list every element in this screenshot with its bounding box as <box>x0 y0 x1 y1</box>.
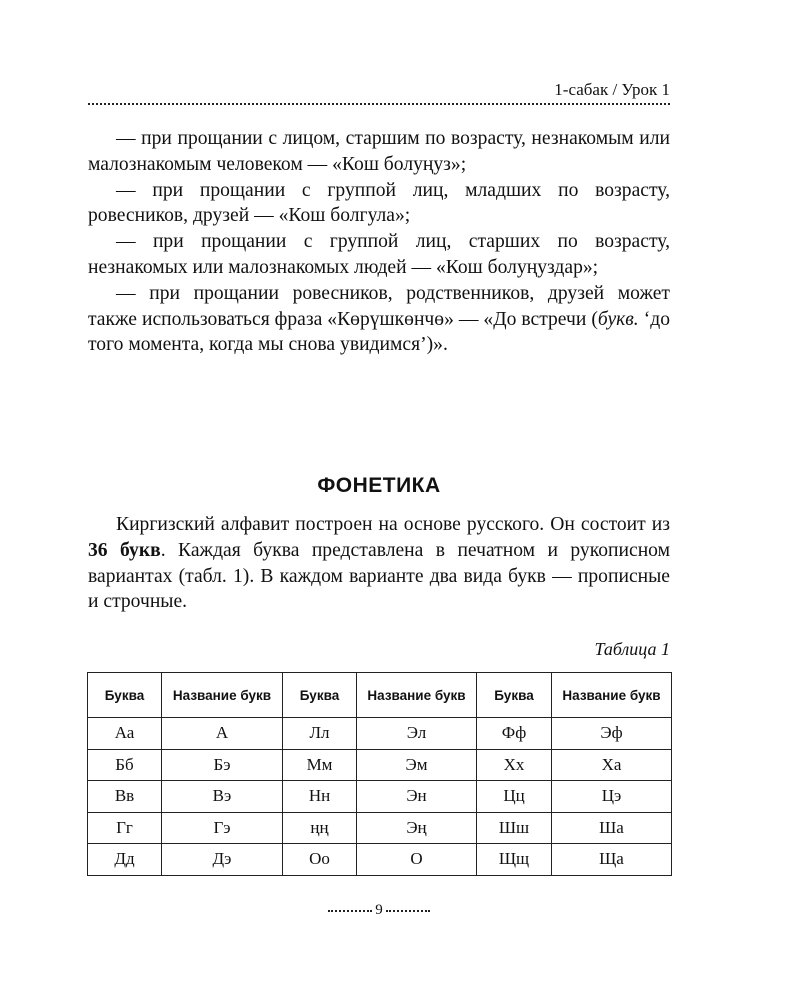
header-letter: Буква <box>477 673 552 718</box>
table-row <box>88 781 672 813</box>
paragraph-text-start: — при прощании ровесников, родственников, друзей может также использоваться фраза «Көрүшкөнчө» — «До встречи ( <box>88 282 670 330</box>
letter-name-cell: Эн <box>357 781 477 813</box>
paragraph-text-end: ‘до того момента, когда мы снова увидимся’)». <box>88 308 670 356</box>
header-letter: Буква <box>88 673 162 718</box>
footer-dots-left <box>328 910 372 912</box>
header-letter-name: Название букв <box>552 673 672 718</box>
letter-cell: Цц <box>477 781 552 813</box>
letter-cell: Хх <box>477 749 552 781</box>
section-title: ФОНЕТИКА <box>317 474 441 497</box>
letter-cell: Дд <box>88 844 162 876</box>
paragraph-farewell-elder-group: — при прощании с группой лиц, старших по возрасту, незнакомых или малознакомых людей — «Кош болуңуздар»; <box>88 231 670 278</box>
intro-text-end: . Каждая буква представлена в печатном и рукописном вариантах (табл. 1). В каждом варианте два вида букв — прописные и строчные. <box>88 539 670 613</box>
letter-cell: Нн <box>283 781 357 813</box>
header-letter: Буква <box>283 673 357 718</box>
letter-cell: Лл <box>283 718 357 750</box>
letter-cell: Аа <box>88 718 162 750</box>
header-letter-name: Название букв <box>357 673 477 718</box>
letter-name-cell: Ха <box>552 749 672 781</box>
page-footer <box>88 900 670 920</box>
letter-cell: Гг <box>88 812 162 844</box>
letter-cell: Фф <box>477 718 552 750</box>
letter-name-cell: А <box>162 718 283 750</box>
phonetics-intro <box>88 512 670 615</box>
paragraph-farewell-younger-group: — при прощании с группой лиц, младших по возрасту, ровесников, друзей — «Кош болгула»; <box>88 179 670 227</box>
letter-name-cell: Эм <box>357 749 477 781</box>
footer-dots-right <box>386 910 430 912</box>
table-header-row <box>88 673 672 718</box>
letter-cell: ңң <box>283 812 357 844</box>
intro-paragraph <box>88 512 670 615</box>
letter-name-cell: Цэ <box>552 781 672 813</box>
intro-text-start: Киргизский алфавит построен на основе русского. Он состоит из <box>116 514 670 535</box>
letter-cell: Щщ <box>477 844 552 876</box>
header-dotted-rule <box>88 103 670 105</box>
letter-cell: Вв <box>88 781 162 813</box>
etiquette-text <box>88 126 670 358</box>
letter-name-cell: Эң <box>357 812 477 844</box>
table-row <box>88 718 672 750</box>
table-row <box>88 812 672 844</box>
abbreviation-literally: букв. <box>597 308 639 330</box>
letter-name-cell: Дэ <box>162 844 283 876</box>
letter-name-cell: О <box>357 844 477 876</box>
running-head: 1-сабак / Урок 1 <box>554 80 670 99</box>
letter-cell: Шш <box>477 812 552 844</box>
table-caption: Таблица 1 <box>594 639 670 659</box>
table-row <box>88 749 672 781</box>
letter-count: 36 букв <box>88 539 161 561</box>
header-letter-name: Название букв <box>162 673 283 718</box>
letter-cell: Оо <box>283 844 357 876</box>
letter-name-cell: Эф <box>552 718 672 750</box>
letter-name-cell: Вэ <box>162 781 283 813</box>
letter-name-cell: Ща <box>552 844 672 876</box>
letter-name-cell: Бэ <box>162 749 283 781</box>
page-number: 9 <box>375 902 383 918</box>
letter-cell: Бб <box>88 749 162 781</box>
paragraph-farewell-peers <box>88 281 670 358</box>
paragraph-farewell-elder: — при прощании с лицом, старшим по возрасту, незнакомым или малознакомым человеком — «Кош болуңуз»; <box>88 128 670 175</box>
letter-name-cell: Эл <box>357 718 477 750</box>
letter-cell: Мм <box>283 749 357 781</box>
letter-name-cell: Гэ <box>162 812 283 844</box>
letter-name-cell: Ша <box>552 812 672 844</box>
alphabet-table <box>87 672 672 876</box>
table-row <box>88 844 672 876</box>
